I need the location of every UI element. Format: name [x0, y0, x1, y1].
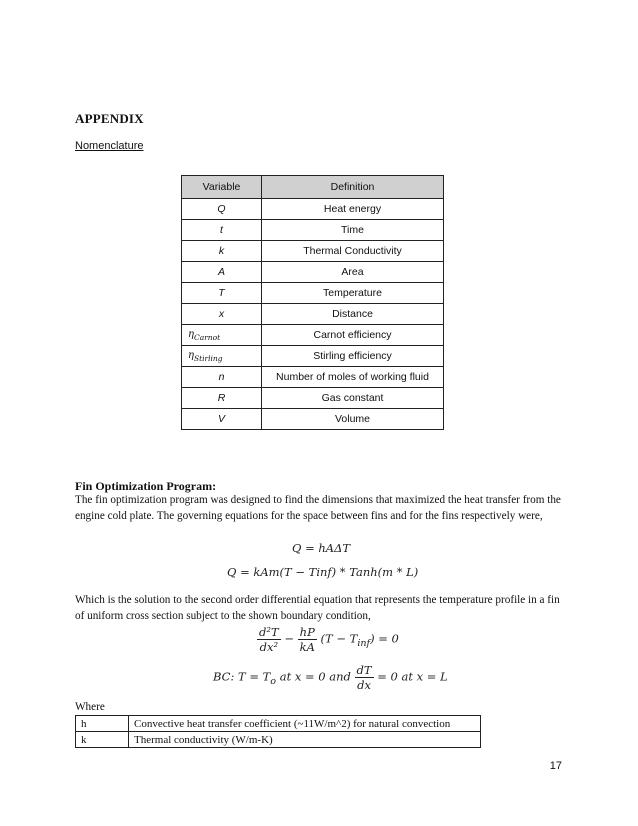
definition-cell: Temperature — [262, 283, 444, 304]
where-symbol: h — [76, 716, 129, 732]
table-row — [182, 199, 444, 220]
table-row — [182, 388, 444, 409]
table-header-row — [182, 176, 444, 199]
where-symbol: k — [76, 732, 129, 748]
variable-cell: x — [182, 304, 262, 325]
variable-cell: A — [182, 262, 262, 283]
header-variable: Variable — [182, 176, 262, 199]
variable-cell: R — [182, 388, 262, 409]
definition-cell: Thermal Conductivity — [262, 241, 444, 262]
variable-cell: T — [182, 283, 262, 304]
definition-cell: Heat energy — [262, 199, 444, 220]
appendix-heading: APPENDIX — [75, 111, 144, 126]
variable-cell: n — [182, 367, 262, 388]
variable-cell: t — [182, 220, 262, 241]
definition-cell: Area — [262, 262, 444, 283]
definition-cell: Gas constant — [262, 388, 444, 409]
table-row — [182, 262, 444, 283]
variable-cell: V — [182, 409, 262, 430]
header-definition: Definition — [262, 176, 444, 199]
table-row — [182, 325, 444, 346]
equation-fin-heat: Q = kAm(T − Tinf) * Tanh(m * L) — [227, 565, 419, 579]
page-number: 17 — [549, 760, 562, 772]
definition-cell: Stirling efficiency — [262, 346, 444, 367]
definition-cell: Distance — [262, 304, 444, 325]
definition-cell: Volume — [262, 409, 444, 430]
equation-boundary-condition: BC: $T = T_o$ at x = 0 and $\frac{dT}{dx}$ = 0 at x = L — [213, 663, 448, 692]
table-row — [182, 241, 444, 262]
definition-cell: Time — [262, 220, 444, 241]
variable-cell: k — [182, 241, 262, 262]
definition-cell: Carnot efficiency — [262, 325, 444, 346]
fin-paragraph-2: Which is the solution to the second order differential equation that represents the temperature profile in a fin of uniform cross section subject to the shown boundary condition, — [75, 594, 560, 622]
where-table — [75, 715, 481, 748]
where-description: Thermal conductivity (W/m-K) — [129, 732, 481, 748]
table-row — [182, 220, 444, 241]
equation-convection: Q = hAΔT — [292, 541, 351, 555]
variable-cell: Q — [182, 199, 262, 220]
table-row — [76, 732, 481, 748]
fin-optimization-title: Fin Optimization Program: — [75, 479, 217, 493]
table-row — [182, 304, 444, 325]
nomenclature-subheading: Nomenclature — [75, 140, 144, 152]
table-row — [182, 409, 444, 430]
fin-paragraph-1: The fin optimization program was designed to find the dimensions that maximized the heat transfer from the engine cold plate. The governing equations for the space between fins and for the fins respectively were, — [75, 494, 561, 522]
table-row — [182, 346, 444, 367]
variable-cell: $\eta_{Stirling}$ — [182, 346, 262, 367]
equation-differential: $\frac{\text{d²T}}{\text{dx²}}$ − $\frac{hP}{kA}$ $(T - T_{inf}) = 0$ — [259, 625, 399, 654]
table-row — [182, 283, 444, 304]
nomenclature-table — [181, 175, 444, 430]
where-label: Where — [75, 701, 105, 713]
variable-cell: $\eta_{Carnot}$ — [182, 325, 262, 346]
where-description: Convective heat transfer coefficient (~11W/m^2) for natural convection — [129, 716, 481, 732]
definition-cell: Number of moles of working fluid — [262, 367, 444, 388]
table-row — [182, 367, 444, 388]
table-row — [76, 716, 481, 732]
